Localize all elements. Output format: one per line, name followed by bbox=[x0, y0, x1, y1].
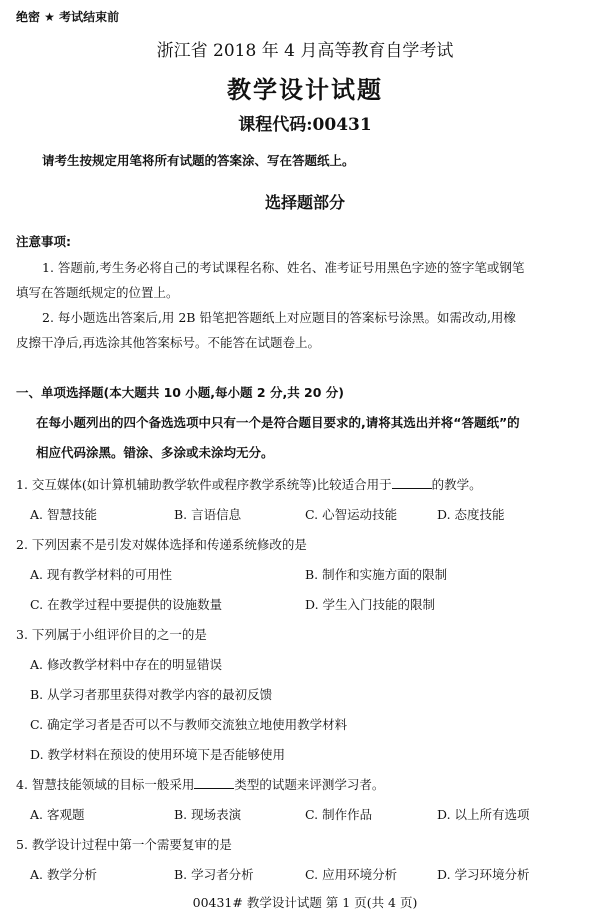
part-title: 选择题部分 bbox=[264, 193, 345, 212]
page-footer: 00431# 教学设计试题 第 1 页(共 4 页) bbox=[192, 895, 418, 910]
question-5-option-a: A. 教学分析 bbox=[30, 867, 97, 882]
question-5-option-c: C. 应用环境分析 bbox=[305, 867, 398, 882]
question-4-stem-text: 4. 智慧技能领域的目标一般采用 bbox=[16, 777, 195, 792]
question-4-option-b: B. 现场表演 bbox=[174, 807, 242, 822]
question-3-option-d: D. 教学材料在预设的使用环境下是否能够使用 bbox=[30, 747, 286, 762]
note-item-1-line-2: 填写在答题纸规定的位置上。 bbox=[16, 285, 179, 300]
question-4-stem bbox=[16, 775, 384, 793]
question-1-stem-text: 1. 交互媒体(如计算机辅助教学软件或程序教学系统等)比较适合用于 bbox=[16, 477, 392, 492]
question-4-option-c: C. 制作作品 bbox=[305, 807, 373, 822]
question-5-stem: 5. 教学设计过程中第一个需要复审的是 bbox=[16, 837, 232, 852]
answer-blank bbox=[392, 476, 432, 489]
question-4-option-d: D. 以上所有选项 bbox=[437, 807, 530, 822]
question-1-option-a: A. 智慧技能 bbox=[30, 507, 97, 522]
question-3-option-a: A. 修改教学材料中存在的明显错误 bbox=[30, 657, 222, 672]
question-5-option-b: B. 学习者分析 bbox=[174, 867, 254, 882]
note-item-2-line-1: 2. 每小题选出答案后,用 2B 铅笔把答题纸上对应题目的答案标号涂黑。如需改动,用橡 bbox=[42, 310, 516, 325]
question-4-stem-tail: 类型的试题来评测学习者。 bbox=[234, 777, 385, 792]
section-description-line-2: 相应代码涂黑。错涂、多涂或未涂均无分。 bbox=[36, 445, 274, 460]
section-heading: 一、单项选择题(本大题共 10 小题,每小题 2 分,共 20 分) bbox=[16, 385, 345, 400]
note-item-2-line-2: 皮擦干净后,再选涂其他答案标号。不能答在试题卷上。 bbox=[16, 335, 320, 350]
exam-name: 浙江省 2018 年 4 月高等教育自学考试 bbox=[156, 41, 454, 61]
paper-title: 教学设计试题 bbox=[227, 75, 383, 104]
question-3-option-c: C. 确定学习者是否可以不与教师交流独立地使用教学材料 bbox=[30, 717, 348, 732]
question-1-stem bbox=[16, 475, 482, 493]
question-1-option-d: D. 态度技能 bbox=[437, 507, 505, 522]
course-code: 课程代码:00431 bbox=[238, 115, 372, 135]
section-description-line-1: 在每小题列出的四个备选选项中只有一个是符合题目要求的,请将其选出并将“答题纸”的 bbox=[36, 415, 520, 430]
confidential-mark: 绝密 ★ 考试结束前 bbox=[16, 10, 120, 24]
question-5-option-d: D. 学习环境分析 bbox=[437, 867, 530, 882]
question-1-option-c: C. 心智运动技能 bbox=[305, 507, 398, 522]
question-2-option-b: B. 制作和实施方面的限制 bbox=[305, 567, 448, 582]
answer-blank bbox=[194, 776, 234, 789]
question-2-stem: 2. 下列因素不是引发对媒体选择和传递系统修改的是 bbox=[16, 537, 307, 552]
answer-instruction: 请考生按规定用笔将所有试题的答案涂、写在答题纸上。 bbox=[42, 153, 355, 168]
notes-heading: 注意事项: bbox=[16, 234, 71, 249]
question-1-option-b: B. 言语信息 bbox=[174, 507, 242, 522]
question-2-option-a: A. 现有教学材料的可用性 bbox=[30, 567, 172, 582]
question-4-option-a: A. 客观题 bbox=[30, 807, 85, 822]
note-item-1-line-1: 1. 答题前,考生务必将自己的考试课程名称、姓名、准考证号用黑色字迹的签字笔或钢笔 bbox=[42, 260, 525, 275]
question-2-option-d: D. 学生入门技能的限制 bbox=[305, 597, 436, 612]
question-3-stem: 3. 下列属于小组评价目的之一的是 bbox=[16, 627, 207, 642]
question-3-option-b: B. 从学习者那里获得对教学内容的最初反馈 bbox=[30, 687, 273, 702]
question-2-option-c: C. 在教学过程中要提供的设施数量 bbox=[30, 597, 223, 612]
question-1-stem-tail: 的教学。 bbox=[431, 477, 482, 492]
